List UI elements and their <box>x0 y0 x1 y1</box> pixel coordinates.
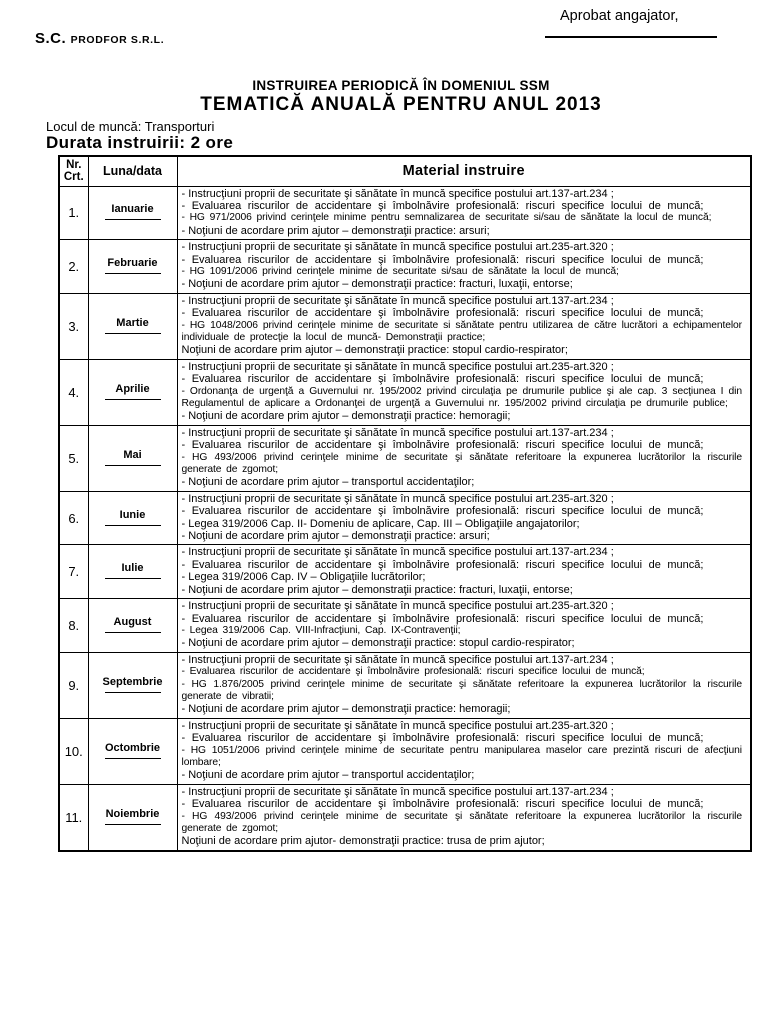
row-number: 2. <box>59 240 88 294</box>
material-item: - Instrucţiuni proprii de securitate şi sănătate în muncă specifice postului art.235-art.320 ; <box>181 492 614 505</box>
material-item: - Evaluarea riscurilor de accidentare şi îmbolnăvire profesională: riscuri specifice locului de muncă; <box>181 732 704 745</box>
material-item: - HG 493/2006 privind cerinţele minime de securitate şi sănătate referitoare la expunerea lucrătorilor la riscurile generate de zgomot; <box>181 451 742 476</box>
material-item: - Noţiuni de acordare prim ajutor – demonstraţii practice: arsuri; <box>181 530 490 543</box>
date-blank-line <box>105 632 161 633</box>
material-item: - Evaluarea riscurilor de accidentare şi îmbolnăvire profesională: riscuri specifice locului de muncă; <box>181 612 704 625</box>
table-header-row <box>59 156 751 186</box>
material-item: - Noţiuni de acordare prim ajutor – demonstraţii practice: hemoragii; <box>181 703 511 716</box>
date-blank-line <box>105 525 161 526</box>
training-table <box>58 155 752 852</box>
material-item: - Instrucţiuni proprii de securitate şi sănătate în muncă specifice postului art.235-art.320 ; <box>181 719 614 732</box>
material-item: - Noţiuni de acordare prim ajutor – demonstraţii practice: fracturi, luxaţii, entorse; <box>181 278 573 291</box>
material-item: - Noţiuni de acordare prim ajutor – demonstraţii practice: fracturi, luxaţii, entorse; <box>181 583 573 596</box>
month-name: Martie <box>116 316 149 329</box>
signature-line <box>545 24 717 38</box>
month-name: Noiembrie <box>105 807 160 820</box>
material-item: - Evaluarea riscurilor de accidentare şi îmbolnăvire profesională: riscuri specifice locului de muncă; <box>181 505 704 518</box>
row-number: 9. <box>59 652 88 718</box>
material-item: - Evaluarea riscurilor de accidentare şi îmbolnăvire profesională: riscuri specifice locului de muncă; <box>181 199 704 212</box>
material-cell <box>177 491 751 545</box>
row-number: 11. <box>59 784 88 851</box>
material-item: - HG 971/2006 privind cerinţele minime pentru semnalizarea de securitate si/sau de sănătate la locul de muncă; <box>181 212 712 224</box>
material-item: - Evaluarea riscurilor de accidentare şi îmbolnăvire profesională: riscuri specifice locului de muncă; <box>181 798 704 811</box>
row-number: 8. <box>59 599 88 653</box>
month-name: August <box>113 615 152 628</box>
material-cell <box>177 652 751 718</box>
material-cell <box>177 425 751 491</box>
doc-title-line2: TEMATICĂ ANUALĂ PENTRU ANUL 2013 <box>200 94 602 115</box>
month-cell <box>88 240 177 294</box>
material-item: Noţiuni de acordare prim ajutor- demonstraţii practice: trusa de prim ajutor; <box>181 835 545 848</box>
table-row <box>59 491 751 545</box>
material-item: - Noţiuni de acordare prim ajutor – transportul accidentaţilor; <box>181 769 475 782</box>
approval-label: Aprobat angajator, <box>560 8 679 24</box>
month-name: Februarie <box>107 256 158 269</box>
material-item: - Noţiuni de acordare prim ajutor – demonstraţii practice: arsuri; <box>181 224 490 237</box>
company-prefix: S.C. <box>35 30 67 47</box>
table-row <box>59 293 751 359</box>
material-item: - Evaluarea riscurilor de accidentare şi îmbolnăvire profesională: riscuri specifice locului de muncă; <box>181 666 645 678</box>
month-cell <box>88 545 177 599</box>
material-item: - Instrucţiuni proprii de securitate şi sănătate în muncă specifice postului art.137-art.234 ; <box>181 785 614 798</box>
col-header-nr-line2: Crt. <box>63 171 84 184</box>
doc-title-line1: INSTRUIREA PERIODICĂ ÎN DOMENIUL SSM <box>252 78 550 93</box>
month-name: Mai <box>123 448 142 461</box>
material-item: - Instrucţiuni proprii de securitate şi sănătate în muncă specifice postului art.235-art.320 ; <box>181 241 614 254</box>
material-item: - Evaluarea riscurilor de accidentare şi îmbolnăvire profesională: riscuri specifice locului de muncă; <box>181 558 704 571</box>
material-item: - Instrucţiuni proprii de securitate şi sănătate în muncă specifice postului art.137-art.234 ; <box>181 426 614 439</box>
table-body <box>59 186 751 851</box>
row-number: 1. <box>59 186 88 240</box>
material-item: - HG 493/2006 privind cerinţele minime de securitate şi sănătate referitoare la expunerea lucrătorilor la riscurile generate de zgomot; <box>181 810 742 834</box>
row-number: 3. <box>59 293 88 359</box>
col-header-material: Material instruire <box>177 156 751 186</box>
material-cell <box>177 718 751 784</box>
table-row <box>59 186 751 240</box>
month-cell <box>88 784 177 851</box>
month-cell <box>88 425 177 491</box>
company-name <box>35 30 164 48</box>
material-item: - Instrucţiuni proprii de securitate şi sănătate în muncă specifice postului art.235-art.320 ; <box>181 360 614 373</box>
month-name: Septembrie <box>102 675 163 688</box>
month-cell <box>88 599 177 653</box>
material-item: - Legea 319/2006 Cap. VIII-Infracţiuni, Cap. IX-Contravenţii; <box>181 624 461 636</box>
month-name: Aprilie <box>115 382 150 395</box>
date-blank-line <box>105 273 161 274</box>
date-blank-line <box>105 465 161 466</box>
row-number: 6. <box>59 491 88 545</box>
material-cell <box>177 359 751 425</box>
material-item: - Evaluarea riscurilor de accidentare şi îmbolnăvire profesională: riscuri specifice locului de muncă; <box>181 253 704 266</box>
table-row <box>59 545 751 599</box>
material-item: - Instrucţiuni proprii de securitate şi sănătate în muncă specifice postului art.235-art.320 ; <box>181 600 614 613</box>
table-row <box>59 359 751 425</box>
row-number: 5. <box>59 425 88 491</box>
material-item: - Noţiuni de acordare prim ajutor – demonstraţii practice: stopul cardio-respirator; <box>181 637 575 650</box>
month-name: Octombrie <box>104 741 160 754</box>
material-item: - HG 1091/2006 privind cerinţele minime de securitate si/sau de sănătate la locul de muncă; <box>181 265 619 277</box>
table-row <box>59 652 751 718</box>
date-blank-line <box>105 578 161 579</box>
month-cell <box>88 652 177 718</box>
row-number: 4. <box>59 359 88 425</box>
date-blank-line <box>105 333 161 334</box>
table-row <box>59 599 751 653</box>
col-header-nr-line1: Nr. <box>66 158 82 171</box>
month-cell <box>88 359 177 425</box>
date-blank-line <box>105 399 161 400</box>
material-cell <box>177 186 751 240</box>
material-item: - HG 1048/2006 privind cerinţele minime de securitate si sănătate pentru utilizarea de către lucrători a echipamentelor individuale de protecţie la locul de muncă- Demonstraţii practice; <box>181 319 742 343</box>
table-row <box>59 718 751 784</box>
date-blank-line <box>105 692 161 693</box>
material-item: - Noţiuni de acordare prim ajutor – demonstraţii practice: hemoragii; <box>181 410 511 423</box>
material-item: - HG 1.876/2005 privind cerinţele minime de securitate şi sănătate referitoare la expunerea lucrătorilor la riscurile generate de vibratii; <box>181 678 742 702</box>
date-blank-line <box>105 219 161 220</box>
company-suffix: PRODFOR S.R.L. <box>70 34 165 46</box>
row-number: 7. <box>59 545 88 599</box>
month-name: Ianuarie <box>111 203 154 216</box>
material-item: - Evaluarea riscurilor de accidentare şi îmbolnăvire profesională: riscuri specifice locului de muncă; <box>181 307 704 320</box>
material-item: - Instrucţiuni proprii de securitate şi sănătate în muncă specifice postului art.137-art.234 ; <box>181 546 614 559</box>
material-item: - Instrucţiuni proprii de securitate şi sănătate în muncă specifice postului art.137-art.234 ; <box>181 653 614 666</box>
material-item: - Legea 319/2006 Cap. II- Domeniu de aplicare, Cap. III – Obligaţiile angajatorilor; <box>181 517 580 530</box>
table-row <box>59 784 751 851</box>
material-item: - HG 1051/2006 privind cerinţele minime de securitate pentru manipularea maselor care prezintă riscuri de afecţiuni lombare; <box>181 744 742 768</box>
month-cell <box>88 186 177 240</box>
material-cell <box>177 240 751 294</box>
date-blank-line <box>105 758 161 759</box>
month-name: Iulie <box>121 562 144 575</box>
duration-label: Durata instruirii: 2 ore <box>46 133 234 152</box>
material-item: - Evaluarea riscurilor de accidentare şi îmbolnăvire profesională: riscuri specifice locului de muncă; <box>181 439 704 452</box>
date-blank-line <box>105 824 161 825</box>
month-cell <box>88 491 177 545</box>
month-cell <box>88 718 177 784</box>
table-row <box>59 240 751 294</box>
col-header-month: Luna/data <box>88 156 177 186</box>
material-cell <box>177 599 751 653</box>
month-name: Iunie <box>119 508 146 521</box>
col-header-nr <box>59 156 88 186</box>
row-number: 10. <box>59 718 88 784</box>
material-cell <box>177 545 751 599</box>
table-row <box>59 425 751 491</box>
month-cell <box>88 293 177 359</box>
material-item: - Legea 319/2006 Cap. IV – Obligaţiile lucrătorilor; <box>181 571 426 584</box>
material-item: - Evaluarea riscurilor de accidentare şi îmbolnăvire profesională: riscuri specifice locului de muncă; <box>181 373 704 386</box>
material-item: - Ordonanţa de urgenţă a Guvernului nr. 195/2002 privind circulaţia pe drumurile publice şi ale cap. 3 secţiunea I din Regulamentul de aplicare a Ordonanţei de urgenţă a Guvernului nr. 195/2002 privind circulaţia pe drumurile publice; <box>181 385 742 409</box>
material-cell <box>177 784 751 851</box>
material-item: - Noţiuni de acordare prim ajutor – transportul accidentaţilor; <box>181 476 475 489</box>
material-item: - Instrucţiuni proprii de securitate şi sănătate în muncă specifice postului art.137-art.234 ; <box>181 294 614 307</box>
document-titles <box>50 78 752 116</box>
material-item: - Instrucţiuni proprii de securitate şi sănătate în muncă specifice postului art.137-art.234 ; <box>181 187 614 200</box>
material-cell <box>177 293 751 359</box>
material-item: Noţiuni de acordare prim ajutor – demonstraţii practice: stopul cardio-respirator; <box>181 344 568 357</box>
workplace-label: Locul de muncă: Transporturi <box>46 119 215 134</box>
